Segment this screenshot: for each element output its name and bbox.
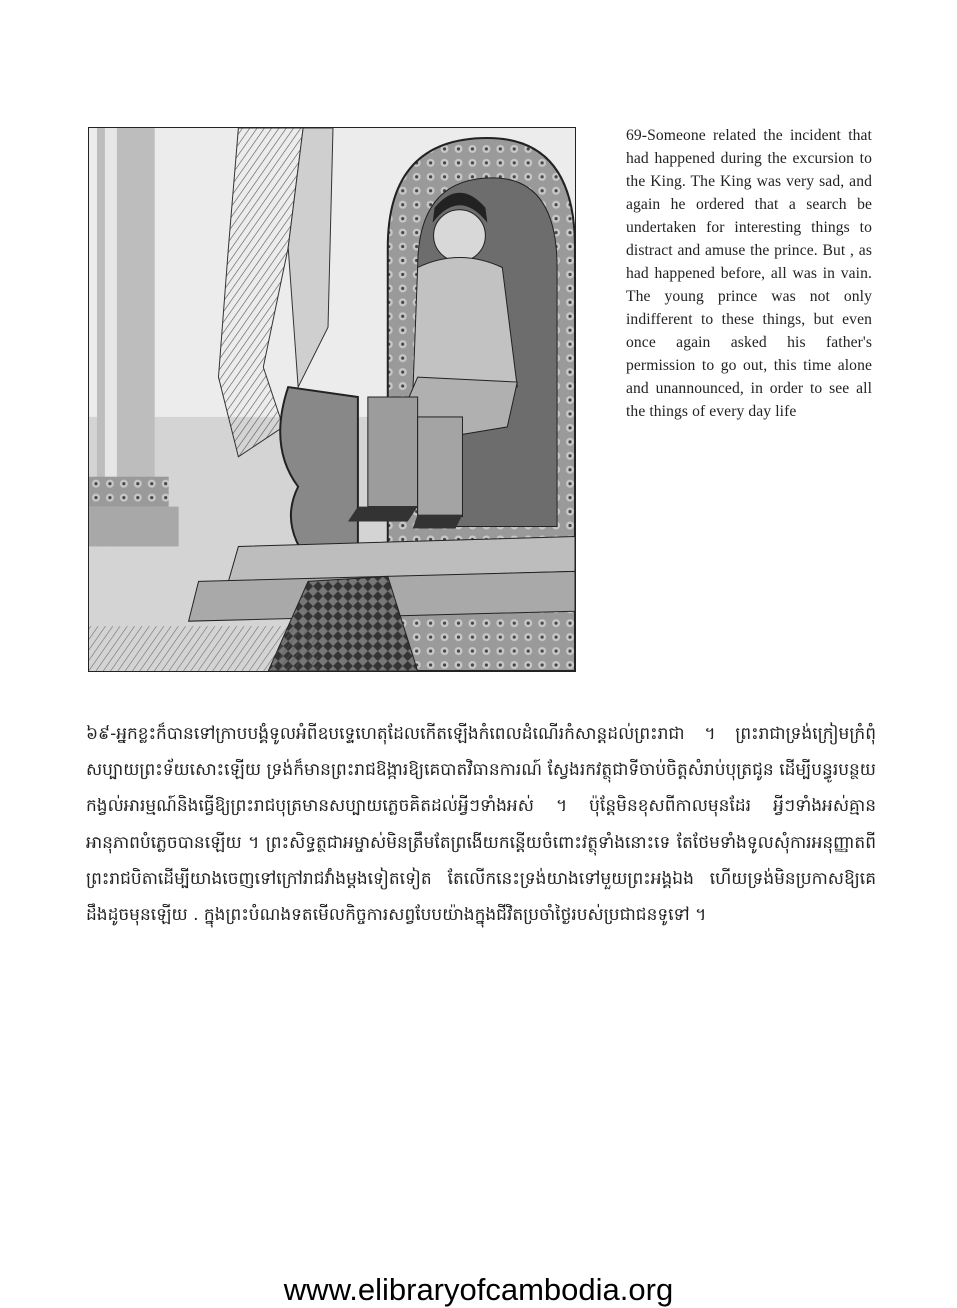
english-caption: 69-Someone related the incident that had happened during the excursion to the King. The King was very sad, and again he ordered that a search be undertaken for interesting things to distract and amuse the prince. But , as had happened before, all was in vain. The young prince was not only indifferent to these things, but even once again asked his father's permission to go out, this time alone and unannounced, in order to see all the things of every day life	[626, 127, 872, 420]
prince-throne-drawing	[89, 128, 575, 671]
khmer-paragraph: ៦៩-អ្នកខ្លះក៏បានទៅក្រាបបង្គំទូលអំពីឧបទ្ទេហេតុដែលកើតឡើងកំពេលដំណើរកំសាន្តដល់ព្រះរាជា ។ ព្រះរាជាទ្រង់ក្រៀមក្រំពុំសប្បាយព្រះទ័យសោះឡើយ ទ្រង់ក៏មានព្រះរាជឱង្ការឱ្យគេបាតវិធានការណ៍ ស្វែងរកវត្ថុជាទីចាប់ចិត្តសំរាប់បុត្រជូន ដើម្បីបន្ធូរបន្ថយកង្វល់អារម្មណ៍និងធ្វើឱ្យព្រះរាជបុត្រមានសប្បាយភ្លេចគិតដល់អ្វីៗទាំងអស់ ។ ប៉ុន្តែមិនខុសពីកាលមុនដែរ អ្វីៗទាំងអស់គ្មានអានុភាពបំភ្លេចបានឡើយ ។ ព្រះសិទ្ធត្ថជាអម្ចាស់មិនត្រឹមតែព្រងើយកន្តើយចំពោះវត្ថុទាំងនោះទេ តែថែមទាំងទូលសុំការអនុញ្ញាតពីព្រះរាជបិតាដើម្បីយាងចេញទៅក្រៅរាជវាំងម្តងទៀតទៀត តែលើកនេះទ្រង់យាងទៅមួយព្រះអង្គឯង ហើយទ្រង់មិនប្រកាសឱ្យគេដឹងដូចមុនឡើយ . ក្នុងព្រះបំណងទតមើលកិច្ចការសព្វបែបយ៉ាងក្នុងជីវិតប្រចាំថ្ងៃរបស់ប្រជាជនទូទៅ ។	[86, 724, 876, 926]
footer-url[interactable]: www.elibraryofcambodia.org	[283, 1272, 674, 1307]
illustration-prince-on-throne	[88, 127, 576, 672]
english-caption-fade	[626, 470, 872, 484]
